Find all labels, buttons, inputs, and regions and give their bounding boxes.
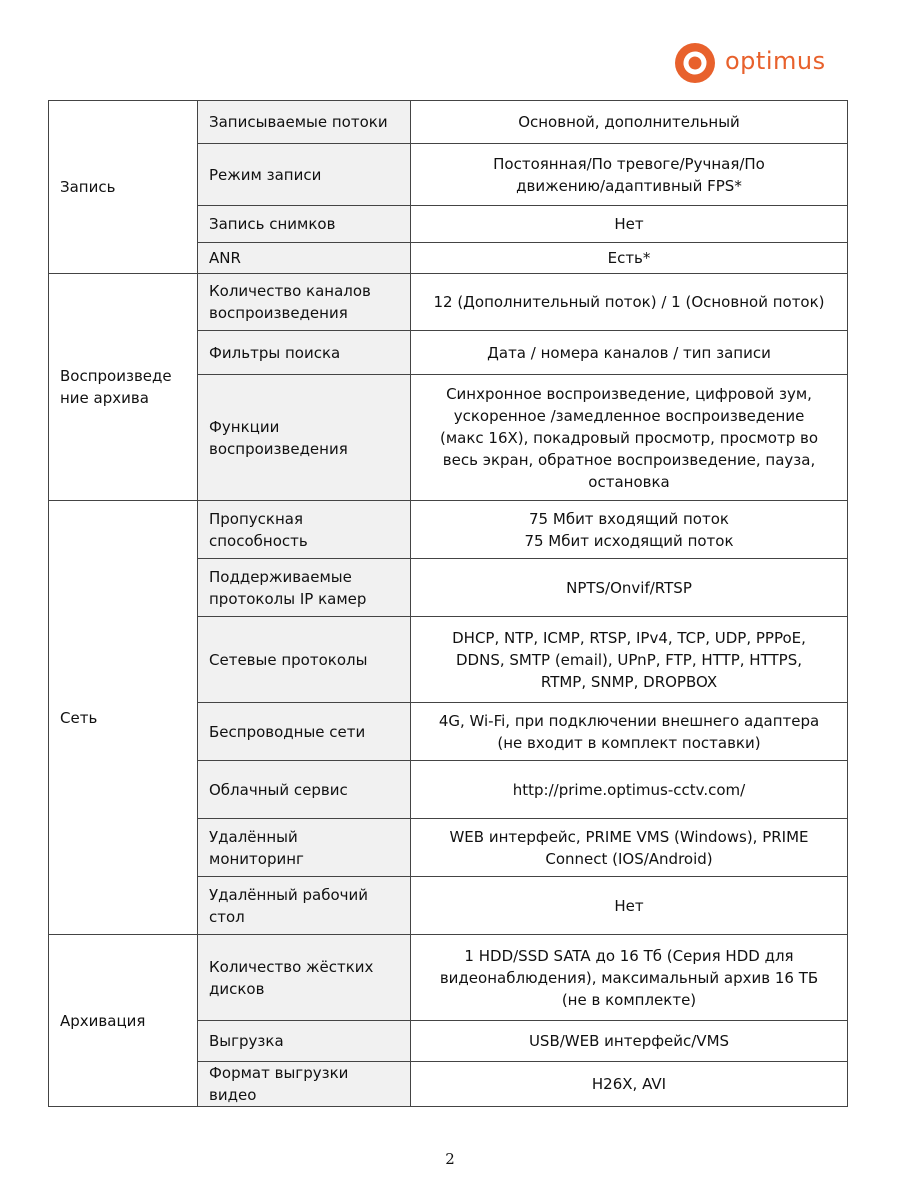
- section-title-network: Сеть: [49, 501, 198, 935]
- section-title-playback: Воспроизведе ние архива: [49, 274, 198, 501]
- param-value: http://prime.optimus-cctv.com/: [411, 761, 848, 819]
- section-title-recording: Запись: [49, 101, 198, 274]
- param-value: 75 Мбит входящий поток 75 Мбит исходящий поток: [411, 501, 848, 559]
- param-value: Нет: [411, 206, 848, 243]
- param-label: Удалённый рабочий стол: [198, 877, 411, 935]
- param-label: Фильтры поиска: [198, 331, 411, 375]
- param-label: Количество каналов воспроизведения: [198, 274, 411, 331]
- page-number: 2: [445, 1150, 455, 1168]
- table-row: [49, 101, 848, 144]
- param-label: Функции воспроизведения: [198, 375, 411, 501]
- param-value: USB/WEB интерфейс/VMS: [411, 1021, 848, 1062]
- param-label: Формат выгрузки видео: [198, 1062, 411, 1107]
- param-label: Выгрузка: [198, 1021, 411, 1062]
- section-title-archiving: Архивация: [49, 935, 198, 1107]
- param-label: Количество жёстких дисков: [198, 935, 411, 1021]
- param-value: Постоянная/По тревоге/Ручная/По движению/адаптивный FPS*: [411, 144, 848, 206]
- param-label: Сетевые протоколы: [198, 617, 411, 703]
- table-row: [49, 501, 848, 559]
- param-label: Облачный сервис: [198, 761, 411, 819]
- table-row: [49, 935, 848, 1021]
- param-label: Запись снимков: [198, 206, 411, 243]
- param-label: Записываемые потоки: [198, 101, 411, 144]
- param-label: Удалённый мониторинг: [198, 819, 411, 877]
- param-value: WEB интерфейс, PRIME VMS (Windows), PRIME Connect (IOS/Android): [411, 819, 848, 877]
- optimus-logo-icon: [673, 41, 717, 85]
- param-label: Пропускная способность: [198, 501, 411, 559]
- param-value: Дата / номера каналов / тип записи: [411, 331, 848, 375]
- param-value: 4G, Wi-Fi, при подключении внешнего адаптера (не входит в комплект поставки): [411, 703, 848, 761]
- param-label: Беспроводные сети: [198, 703, 411, 761]
- spec-table: [48, 100, 848, 1107]
- param-value: NPTS/Onvif/RTSP: [411, 559, 848, 617]
- param-value: Основной, дополнительный: [411, 101, 848, 144]
- param-value: Синхронное воспроизведение, цифровой зум, ускоренное /замедленное воспроизведение (макс 16X), покадровый просмотр, просмотр во весь экран, обратное воспроизведение, пауза, остановка: [411, 375, 848, 501]
- param-label: ANR: [198, 243, 411, 274]
- table-row: [49, 274, 848, 331]
- param-value: DHCP, NTP, ICMP, RTSP, IPv4, TCP, UDP, PPPoE, DDNS, SMTP (email), UPnP, FTP, HTTP, HTTPS, RTMP, SNMP, DROPBOX: [411, 617, 848, 703]
- param-value: 1 HDD/SSD SATA до 16 Тб (Серия HDD для видеонаблюдения), максимальный архив 16 ТБ (не в комплекте): [411, 935, 848, 1021]
- param-value: Нет: [411, 877, 848, 935]
- param-value: H26X, AVI: [411, 1062, 848, 1107]
- param-value: Есть*: [411, 243, 848, 274]
- param-label: Поддерживаемые протоколы IP камер: [198, 559, 411, 617]
- brand-logo: [673, 41, 826, 85]
- param-label: Режим записи: [198, 144, 411, 206]
- brand-name: optimus: [725, 47, 826, 75]
- param-value: 12 (Дополнительный поток) / 1 (Основной поток): [411, 274, 848, 331]
